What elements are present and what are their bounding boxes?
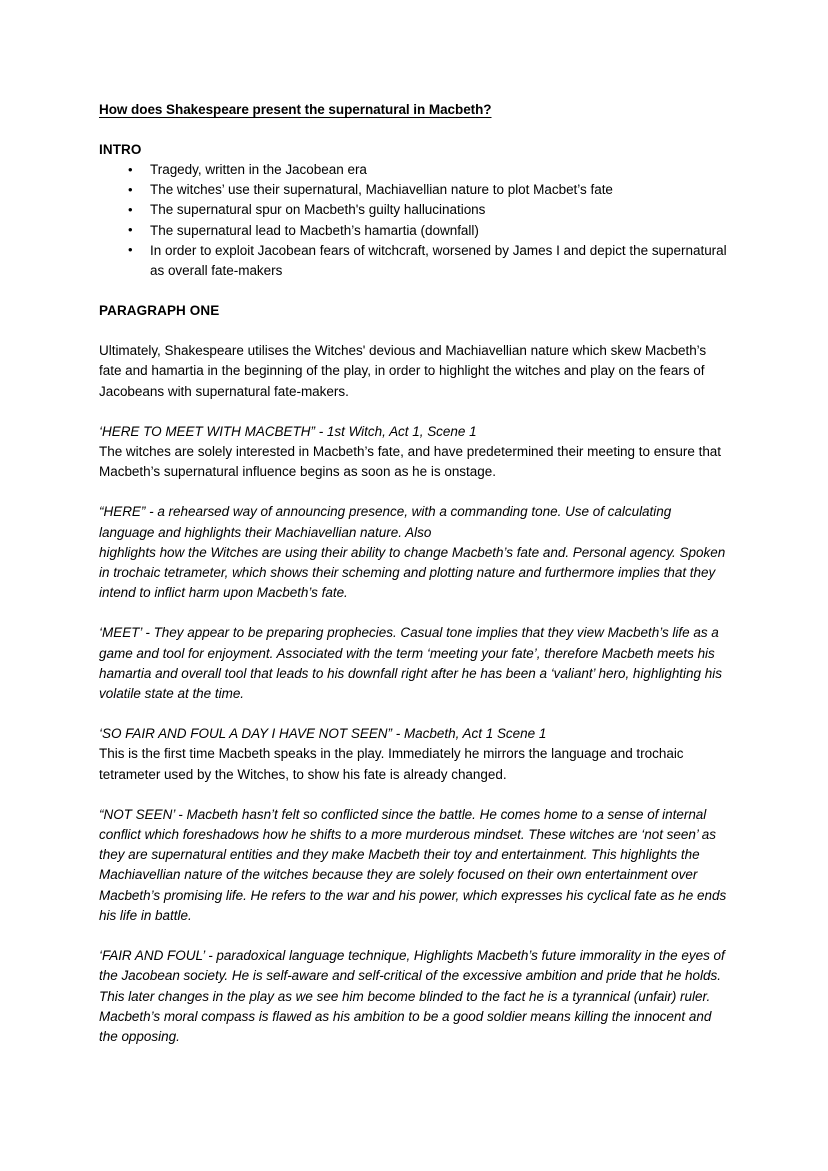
intro-heading: INTRO	[99, 142, 142, 157]
spacer	[99, 926, 730, 946]
quote-explanation: The witches are solely interested in Macbeth’s fate, and have predetermined their meeting to ensure that Macbeth’s supernatural influence begins as soon as he is onstage.	[99, 444, 722, 480]
spacer	[99, 120, 730, 140]
quote-citation: ‘HERE TO MEET WITH MACBETH” - 1st Witch, Act 1, Scene 1	[99, 423, 477, 439]
spacer	[99, 321, 730, 341]
spacer	[99, 704, 730, 724]
quote-explanation: This is the first time Macbeth speaks in the play. Immediately he mirrors the language and trochaic tetrameter used by the Witches, to show his fate is already changed.	[99, 746, 684, 782]
analysis-here-part-two: highlights how the Witches are using their ability to change Macbeth’s fate and. Personal agency. Spoken in trochaic tetrameter, which shows their scheming and plotting nature and furthermore implies that they intend to inflict harm upon Macbeth’s fate.	[99, 544, 726, 601]
topic-sentence-paragraph: Ultimately, Shakespeare utilises the Witches' devious and Machiavellian nature which skew Macbeth’s fate and hamartia in the beginning of the play, in order to highlight the witches and play on the fears of Jacobeans with supernatural fate-makers.	[99, 343, 707, 399]
spacer	[99, 281, 730, 301]
quote-citation: ‘SO FAIR AND FOUL A DAY I HAVE NOT SEEN” - Macbeth, Act 1 Scene 1	[99, 726, 547, 742]
analysis-fair-and-foul: ‘FAIR AND FOUL’ - paradoxical language technique, Highlights Macbeth’s future immorality in the eyes of the Jacobean society. He is self-aware and self-critical of the excessive ambition and pride that he holds. This later changes in the play as we see him become blinded to the fact he is a tyrannical (unfair) ruler. Macbeth’s moral compass is flawed as his ambition to be a good soldier means killing the innocent and the opposing.	[99, 948, 725, 1044]
document-body	[99, 100, 730, 1047]
analysis-here-part-one: “HERE” - a rehearsed way of announcing presence, with a commanding tone. Use of calculating language and highlights their Machiavellian nature. Also	[99, 504, 672, 540]
spacer	[99, 603, 730, 623]
intro-bullet-list	[99, 160, 730, 281]
spacer	[99, 402, 730, 422]
analysis-meet: ‘MEET’ - They appear to be preparing prophecies. Casual tone implies that they view Macbeth’s life as a game and tool for enjoyment. Associated with the term ‘meeting your fate’, therefore Macbeth meets his hamartia and overall tool that leads to his downfall right after he has been a ‘valiant’ hero, highlighting his volatile state at the time.	[99, 625, 722, 702]
paragraph-one-heading: PARAGRAPH ONE	[99, 303, 220, 319]
list-item: • The supernatural lead to Macbeth’s hamartia (downfall)	[99, 221, 730, 241]
list-item: • The supernatural spur on Macbeth's guilty hallucinations	[99, 200, 730, 220]
list-item: • The witches’ use their supernatural, Machiavellian nature to plot Macbet’s fate	[99, 180, 730, 200]
analysis-not-seen: “NOT SEEN’ - Macbeth hasn’t felt so conflicted since the battle. He comes home to a sense of internal conflict which foreshadows how he shifts to a more murderous mindset. These witches are ‘not seen’ as they are supernatural entities and they make Macbeth their toy and entertainment. This highlights the Machiavellian nature of the witches because they are solely focused on their own entertainment over Macbeth’s promising life. He refers to the war and his power, which expresses his cyclical fate as he ends his life in battle.	[99, 806, 727, 923]
quote-block-two	[99, 724, 730, 785]
list-item: • Tragedy, written in the Jacobean era	[99, 160, 730, 180]
quote-block-one	[99, 422, 730, 483]
spacer	[99, 482, 730, 502]
spacer	[99, 785, 730, 805]
essay-title: How does Shakespeare present the supernatural in Macbeth?	[99, 102, 492, 117]
list-item: • In order to exploit Jacobean fears of witchcraft, worsened by James I and depict the supernatural as overall fate-makers	[99, 241, 730, 281]
